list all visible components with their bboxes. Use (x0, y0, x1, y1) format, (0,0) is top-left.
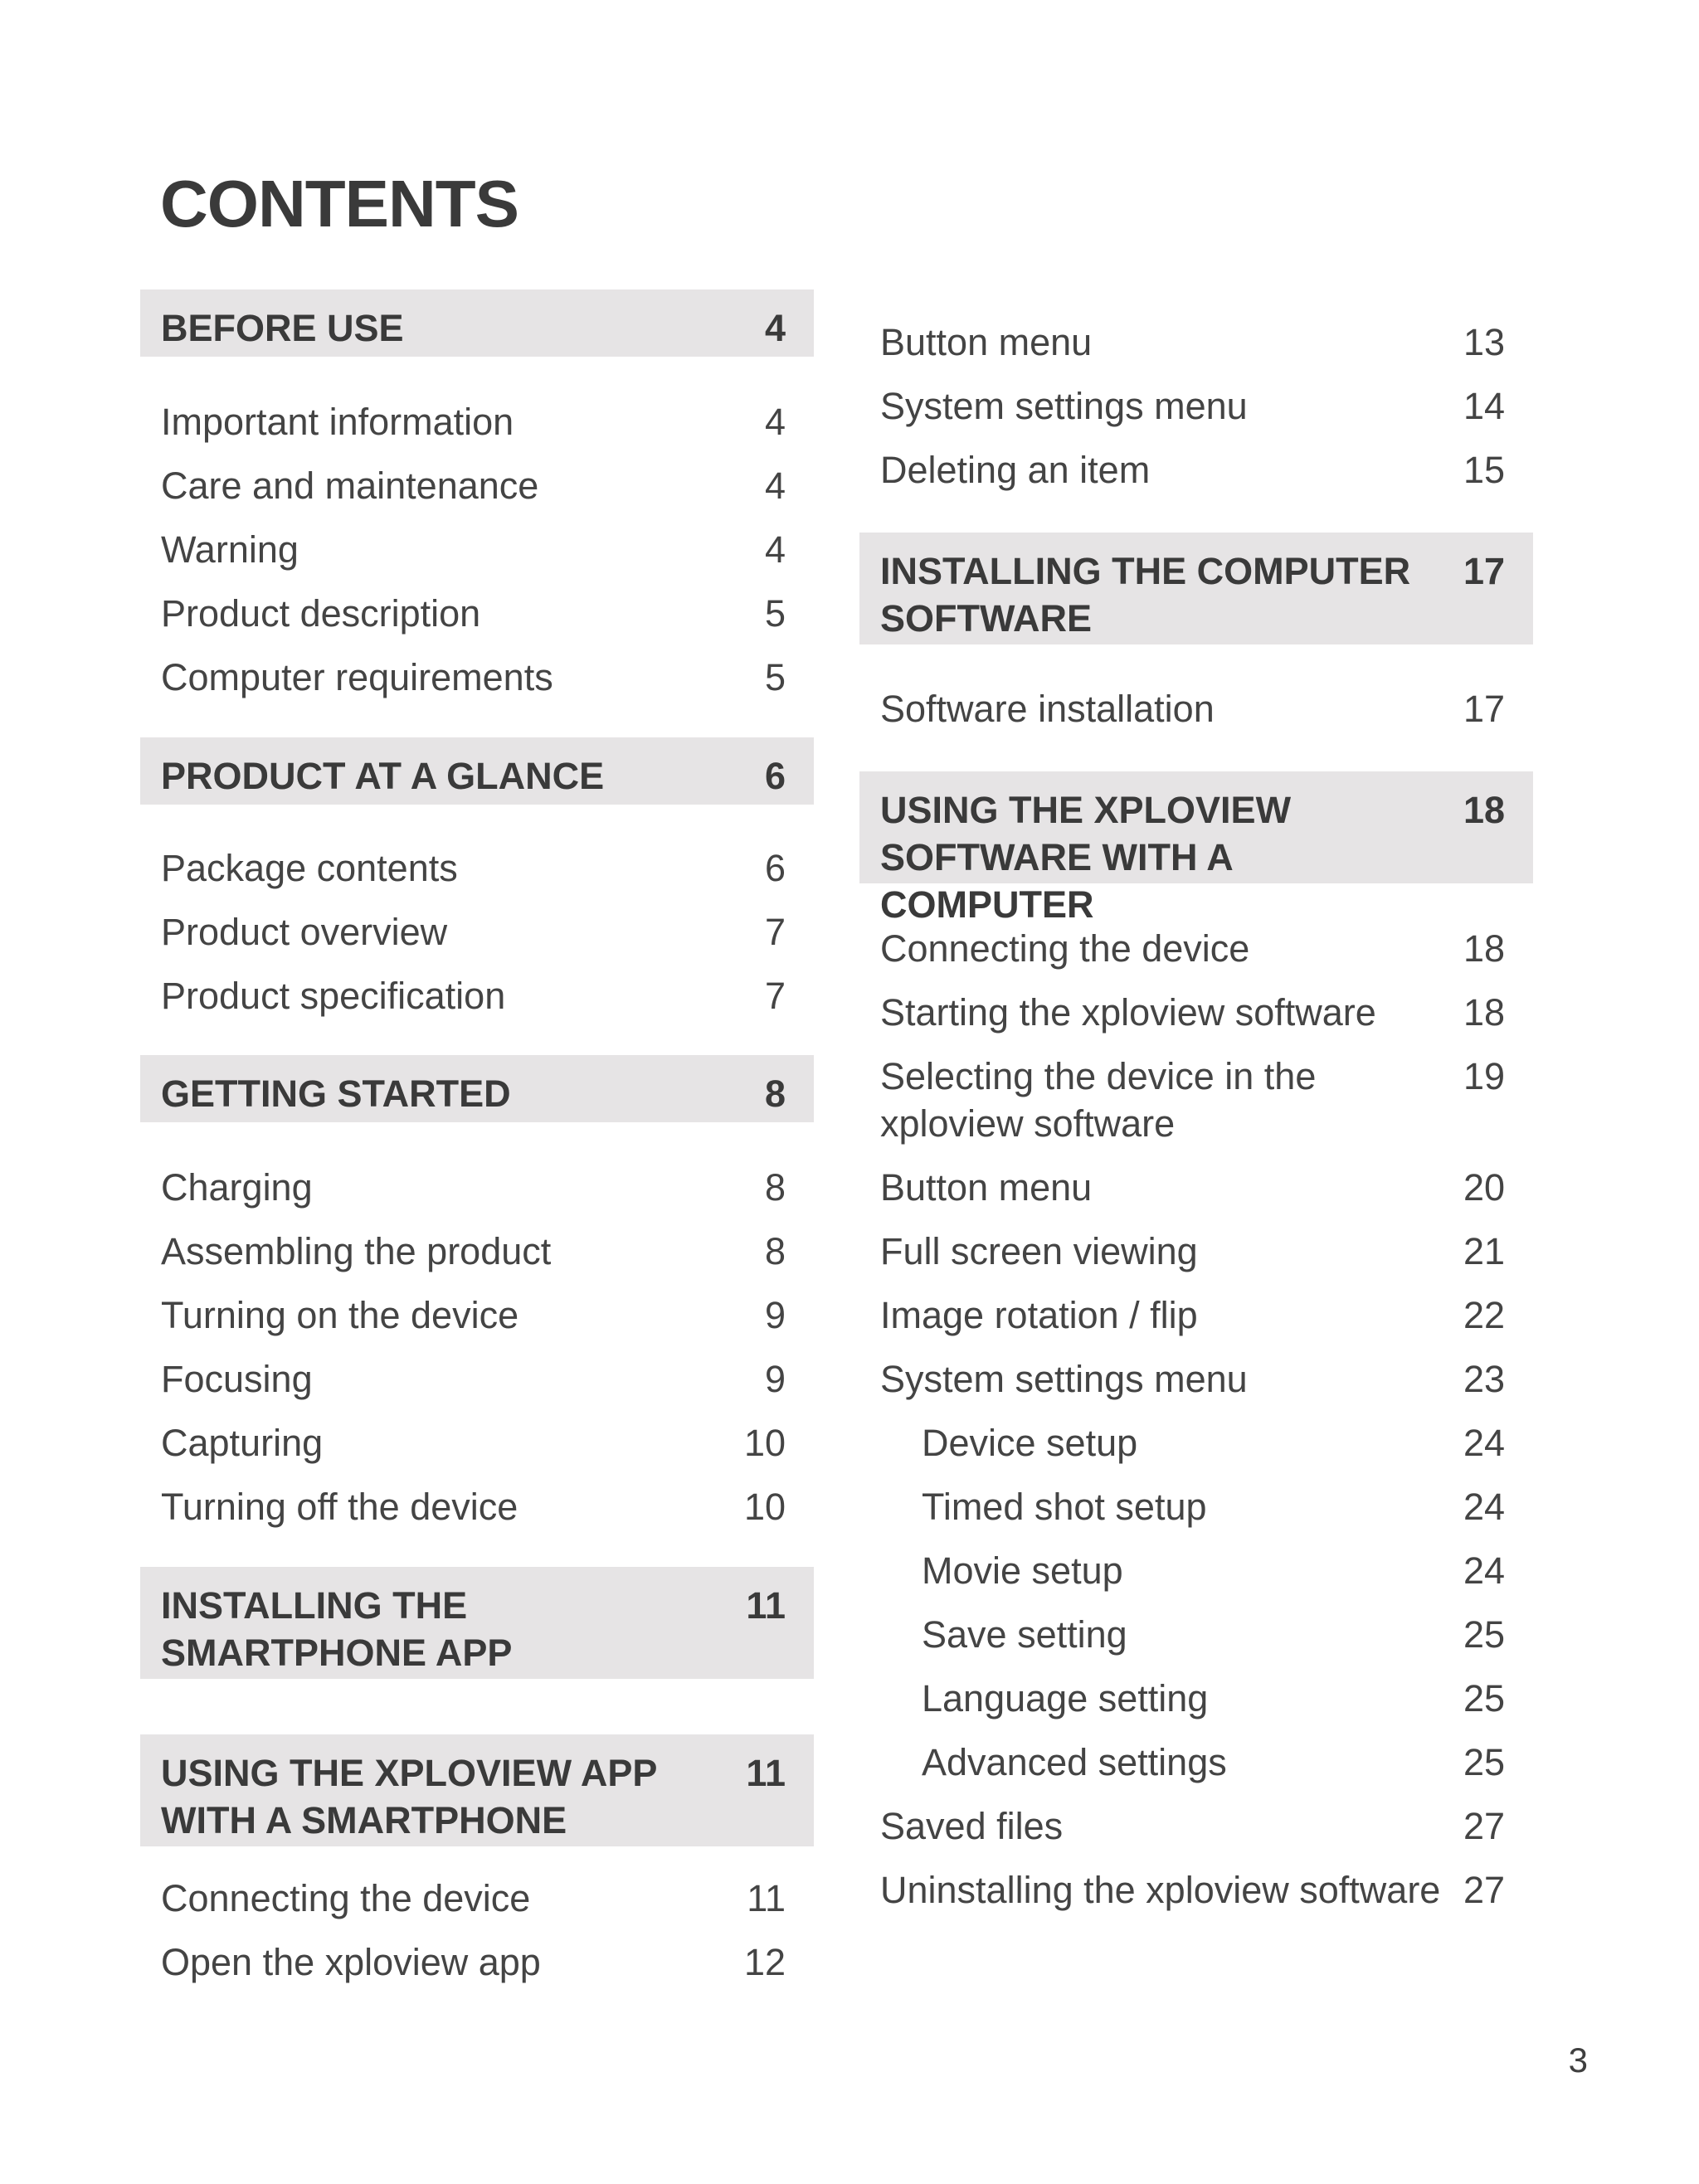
entry-page: 14 (1463, 385, 1505, 427)
toc-entry[interactable] (880, 1291, 1505, 1339)
entry-label: Device setup (922, 1422, 1138, 1464)
entry-page: 8 (764, 1166, 786, 1209)
entry-page: 10 (743, 1486, 786, 1528)
entry-label: Charging (161, 1166, 313, 1209)
entry-page: 25 (1463, 1677, 1505, 1719)
entry-page: 8 (764, 1230, 786, 1272)
toc-entry[interactable] (880, 446, 1505, 494)
entry-label: Deleting an item (880, 449, 1151, 491)
toc-entry[interactable] (880, 1802, 1505, 1850)
entry-label: Connecting the device (161, 1877, 531, 1919)
toc-entry[interactable] (880, 685, 1505, 732)
toc-entry[interactable] (880, 1228, 1505, 1275)
section-page: 11 (746, 1752, 786, 1794)
toc-entry[interactable] (880, 1164, 1505, 1211)
entry-label: Software installation (880, 688, 1215, 730)
entry-page: 9 (764, 1358, 786, 1400)
toc-subentry[interactable] (922, 1675, 1505, 1722)
toc-entry[interactable] (161, 462, 786, 509)
entry-label: Connecting the device (880, 927, 1250, 970)
toc-entry[interactable] (161, 590, 786, 637)
toc-entry[interactable] (161, 1164, 786, 1211)
section-page: 17 (1463, 550, 1505, 592)
entry-page: 17 (1463, 688, 1505, 730)
toc-subentry[interactable] (922, 1739, 1505, 1786)
entry-page: 22 (1463, 1294, 1505, 1336)
entry-page: 18 (1463, 927, 1505, 970)
section-title: USING THE XPLOVIEW SOFTWARE WITH A COMPUTER (880, 789, 1292, 926)
entry-page: 4 (764, 465, 786, 507)
entry-label: Capturing (161, 1422, 324, 1464)
toc-section-using-xploview-app[interactable] (140, 1734, 814, 1846)
entry-page: 25 (1463, 1741, 1505, 1783)
toc-entry[interactable] (161, 1938, 786, 1986)
entry-page: 5 (764, 592, 786, 635)
entry-page: 23 (1463, 1358, 1505, 1400)
entry-page: 24 (1463, 1422, 1505, 1464)
section-title: INSTALLING THE SMARTPHONE APP (161, 1584, 513, 1674)
entry-page: 27 (1463, 1805, 1505, 1847)
toc-section-before-use[interactable] (140, 289, 814, 357)
toc-entry[interactable] (161, 1483, 786, 1530)
entry-page: 25 (1463, 1613, 1505, 1656)
entry-label: Saved files (880, 1805, 1064, 1847)
entry-page: 4 (764, 401, 786, 443)
toc-subentry[interactable] (922, 1419, 1505, 1467)
toc-entry[interactable] (161, 526, 786, 573)
toc-entry[interactable] (161, 972, 786, 1019)
toc-entry[interactable] (880, 925, 1505, 972)
entry-label: System settings menu (880, 1358, 1248, 1400)
toc-section-using-xploview-software[interactable] (859, 771, 1533, 926)
entry-label: Image rotation / flip (880, 1294, 1198, 1336)
toc-subentry[interactable] (922, 1547, 1505, 1594)
section-page: 6 (764, 755, 786, 797)
entry-page: 9 (764, 1294, 786, 1336)
entry-page: 24 (1463, 1486, 1505, 1528)
entry-label: Starting the xploview software (880, 991, 1376, 1034)
entry-label: Button menu (880, 321, 1093, 363)
toc-section-product-at-a-glance[interactable] (140, 737, 814, 805)
toc-section-getting-started[interactable] (140, 1055, 814, 1122)
entry-label: Button menu (880, 1166, 1093, 1209)
entry-label: Product overview (161, 911, 448, 953)
toc-entry[interactable] (880, 1866, 1505, 1914)
toc-entry[interactable] (161, 1419, 786, 1467)
entry-page: 20 (1463, 1166, 1505, 1209)
toc-entry[interactable] (880, 1355, 1505, 1403)
toc-entry[interactable] (880, 319, 1505, 366)
entry-page: 15 (1463, 449, 1505, 491)
entry-page: 13 (1463, 321, 1505, 363)
entry-page: 18 (1463, 991, 1505, 1034)
entry-page: 27 (1463, 1869, 1505, 1911)
section-page: 18 (1463, 789, 1505, 831)
toc-entry[interactable] (161, 654, 786, 701)
section-title: INSTALLING THE COMPUTER SOFTWARE (880, 550, 1411, 640)
entry-page: 5 (764, 656, 786, 698)
entry-label: Important information (161, 401, 514, 443)
entry-label: Computer requirements (161, 656, 553, 698)
entry-label: System settings menu (880, 385, 1248, 427)
toc-entry[interactable] (161, 1875, 786, 1922)
entry-label: Open the xploview app (161, 1941, 541, 1983)
entry-page: 24 (1463, 1549, 1505, 1592)
toc-entry[interactable] (161, 1228, 786, 1275)
entry-label: Save setting (922, 1613, 1127, 1656)
entry-label: Assembling the product (161, 1230, 552, 1272)
toc-entry[interactable] (161, 398, 786, 445)
section-title: PRODUCT AT A GLANCE (161, 755, 605, 797)
entry-label: Timed shot setup (922, 1486, 1207, 1528)
entry-page: 7 (764, 911, 786, 953)
entry-label: Turning on the device (161, 1294, 519, 1336)
section-title: BEFORE USE (161, 307, 404, 349)
entry-label: Selecting the device in the xploview software (880, 1055, 1317, 1145)
entry-page: 6 (764, 847, 786, 889)
section-title: GETTING STARTED (161, 1073, 511, 1115)
toc-entry[interactable] (161, 844, 786, 892)
page-number: 3 (1568, 2041, 1588, 2079)
toc-entry[interactable] (880, 989, 1505, 1036)
entry-label: Language setting (922, 1677, 1209, 1719)
entry-page: 12 (743, 1941, 786, 1983)
entry-page: 7 (764, 975, 786, 1017)
toc-entry[interactable] (161, 1291, 786, 1339)
entry-label: Advanced settings (922, 1741, 1227, 1783)
entry-label: Product description (161, 592, 481, 635)
section-page: 11 (746, 1584, 786, 1627)
entry-label: Uninstalling the xploview software (880, 1869, 1441, 1911)
entry-page: 11 (747, 1877, 786, 1919)
toc-entry[interactable] (880, 382, 1505, 430)
entry-label: Package contents (161, 847, 458, 889)
section-title: USING THE XPLOVIEW APP WITH A SMARTPHONE (161, 1752, 657, 1841)
entry-label: Full screen viewing (880, 1230, 1198, 1272)
toc-entry[interactable] (161, 908, 786, 956)
page-title: CONTENTS (160, 167, 518, 241)
entry-label: Care and maintenance (161, 465, 539, 507)
entry-page: 4 (764, 528, 786, 571)
toc-subentry[interactable] (922, 1611, 1505, 1658)
entry-label: Warning (161, 528, 299, 571)
toc-subentry[interactable] (922, 1483, 1505, 1530)
entry-label: Movie setup (922, 1549, 1123, 1592)
toc-entry[interactable] (880, 1053, 1505, 1147)
section-page: 4 (764, 307, 786, 349)
entry-label: Focusing (161, 1358, 313, 1400)
toc-section-installing-smartphone-app[interactable] (140, 1567, 814, 1679)
entry-label: Turning off the device (161, 1486, 518, 1528)
toc-entry[interactable] (161, 1355, 786, 1403)
section-page: 8 (764, 1073, 786, 1115)
entry-label: Product specification (161, 975, 506, 1017)
entry-page: 19 (1463, 1055, 1505, 1097)
entry-page: 10 (743, 1422, 786, 1464)
toc-section-installing-computer-software[interactable] (859, 533, 1533, 644)
entry-page: 21 (1463, 1230, 1505, 1272)
